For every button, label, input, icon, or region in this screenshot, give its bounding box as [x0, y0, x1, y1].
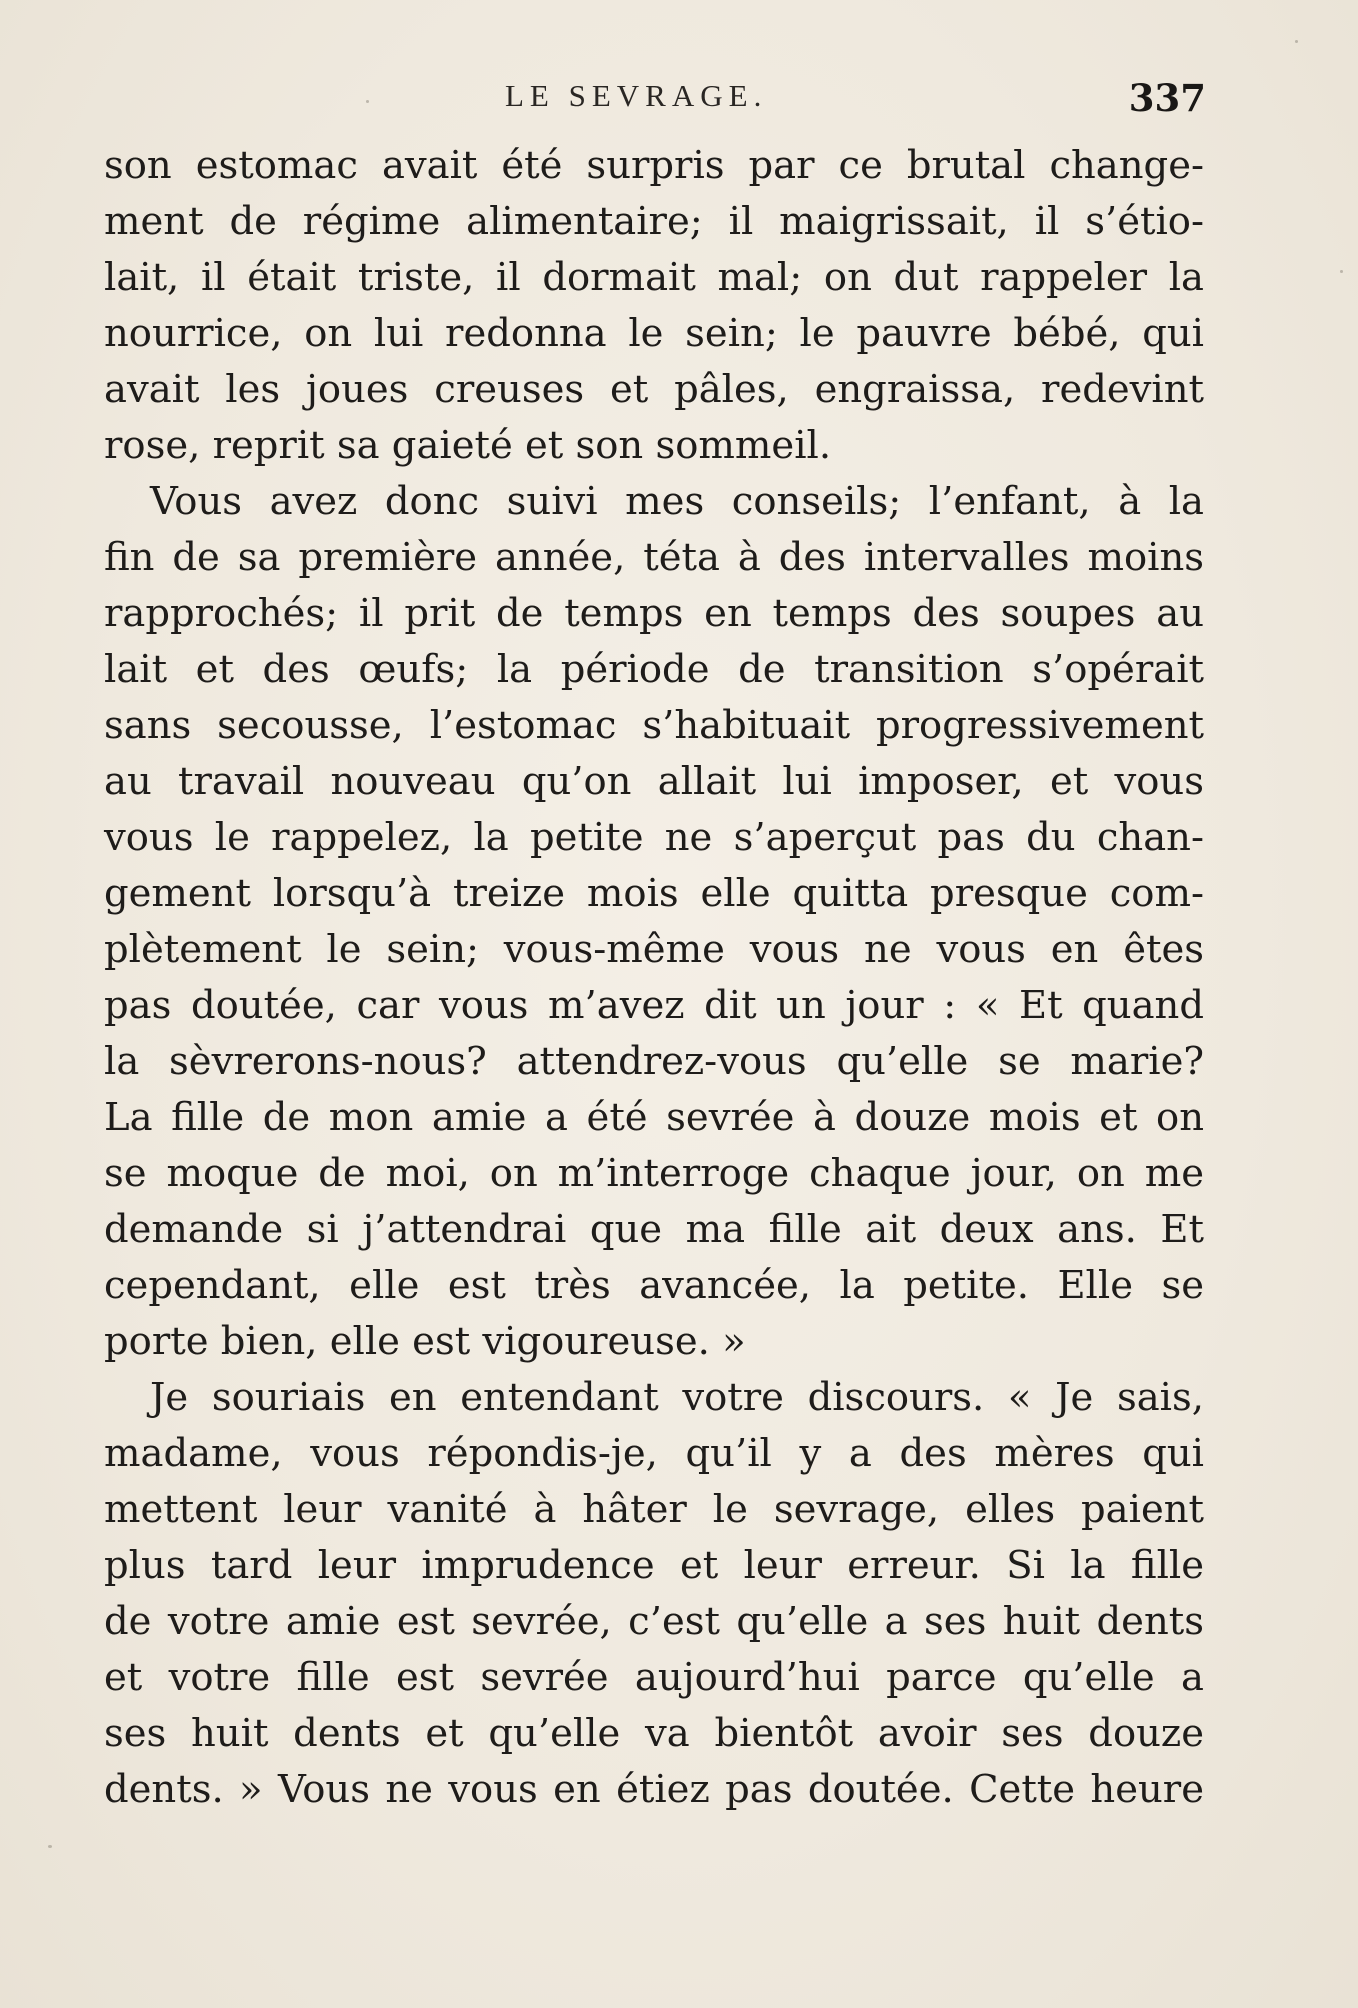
text-line: La fille de mon amie a été sevrée à douze mois et on [104, 1095, 1204, 1140]
text-line: au travail nouveau qu’on allait lui imposer, et vous [104, 759, 1204, 804]
text-line: ment de régime alimentaire; il maigrissait, il s’étio- [104, 199, 1204, 244]
text-line: gement lorsqu’à treize mois elle quitta presque com- [104, 871, 1204, 916]
paper-speck [1340, 270, 1343, 273]
text-line: et votre fille est sevrée aujourd’hui parce qu’elle a [104, 1655, 1204, 1700]
text-line: se moque de moi, on m’interroge chaque jour, on me [104, 1151, 1204, 1196]
running-title: LE SEVRAGE. [505, 78, 768, 113]
text-line: fin de sa première année, téta à des intervalles moins [104, 535, 1204, 580]
text-line: plus tard leur imprudence et leur erreur. Si la fille [104, 1543, 1204, 1588]
text-line: de votre amie est sevrée, c’est qu’elle a ses huit dents [104, 1599, 1204, 1644]
paper-speck [48, 1845, 52, 1848]
text-line: madame, vous répondis-je, qu’il y a des mères qui [104, 1431, 1204, 1476]
text-line: la sèvrerons-nous? attendrez-vous qu’elle se marie? [104, 1039, 1204, 1084]
page-number: 337 [1128, 76, 1206, 120]
paper-speck [1295, 40, 1298, 43]
text-line: porte bien, elle est vigoureuse. » [104, 1319, 746, 1364]
text-line: Je souriais en entendant votre discours. « Je sais, [150, 1375, 1204, 1420]
text-line: ses huit dents et qu’elle va bientôt avoir ses douze [104, 1711, 1204, 1756]
text-line: Vous avez donc suivi mes conseils; l’enfant, à la [150, 479, 1204, 524]
text-line: son estomac avait été surpris par ce brutal change- [104, 143, 1204, 188]
text-line: lait, il était triste, il dormait mal; on dut rappeler la [104, 255, 1204, 300]
text-line: mettent leur vanité à hâter le sevrage, elles paient [104, 1487, 1204, 1532]
text-line: rose, reprit sa gaieté et son sommeil. [104, 423, 832, 468]
text-line: sans secousse, l’estomac s’habituait progressivement [104, 703, 1204, 748]
text-line: demande si j’attendrai que ma fille ait deux ans. Et [104, 1207, 1204, 1252]
body-text [104, 138, 1204, 1818]
text-line: cependant, elle est très avancée, la petite. Elle se [104, 1263, 1204, 1308]
text-line: pas doutée, car vous m’avez dit un jour : « Et quand [104, 983, 1204, 1028]
text-line: rapprochés; il prit de temps en temps des soupes au [104, 591, 1204, 636]
text-line: vous le rappelez, la petite ne s’aperçut pas du chan- [104, 815, 1204, 860]
text-line: dents. » Vous ne vous en étiez pas doutée. Cette heure [104, 1767, 1204, 1812]
paragraph-2 [104, 474, 1204, 1370]
paragraph-3 [104, 1370, 1204, 1818]
text-line: lait et des œufs; la période de transition s’opérait [104, 647, 1204, 692]
text-line: nourrice, on lui redonna le sein; le pauvre bébé, qui [104, 311, 1204, 356]
text-line: avait les joues creuses et pâles, engraissa, redevint [104, 367, 1204, 412]
paper-speck [366, 100, 369, 103]
text-line: plètement le sein; vous-même vous ne vous en êtes [104, 927, 1204, 972]
paragraph-1 [104, 138, 1204, 474]
